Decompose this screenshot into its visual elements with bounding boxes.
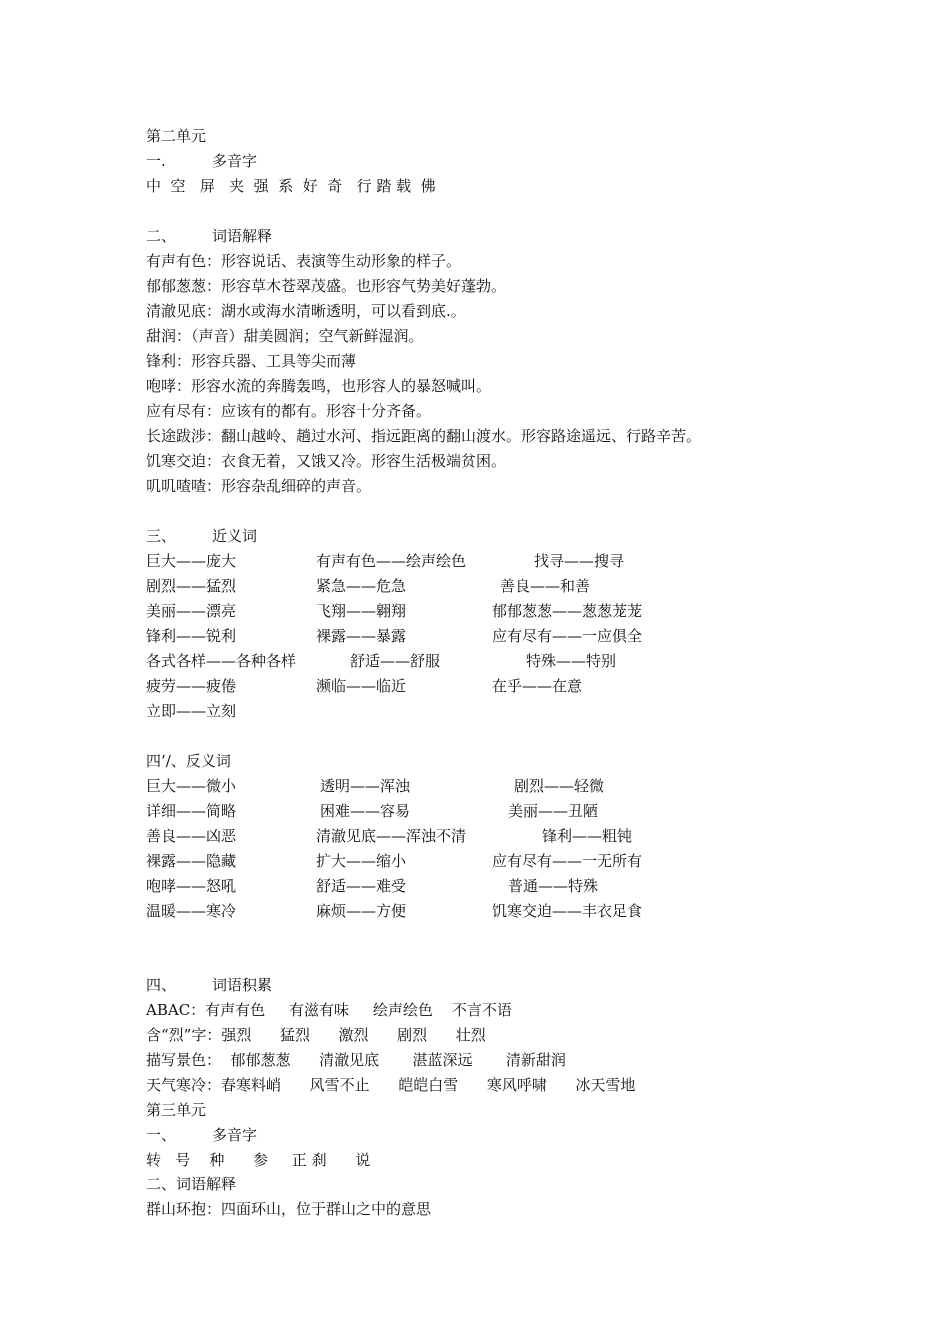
section-title: 近义词 (212, 527, 258, 545)
word-pair: 饥寒交迫——丰衣足食 (492, 902, 643, 920)
definition-line: 清澈见底：湖水或海水清晰透明，可以看到底.。 (146, 302, 466, 320)
section-title: 多音字 (212, 1126, 258, 1144)
word-pair: 巨大——庞大 (146, 552, 237, 570)
word-pair: 舒适——舒服 (350, 652, 441, 670)
accumulation-line: 描写景色： 郁郁葱葱 清澈见底 湛蓝深远 清新甜润 (146, 1051, 566, 1069)
polyphonic-chars: 转 号 种 参 正 刹 说 (146, 1151, 371, 1169)
word-pair: 特殊——特别 (526, 652, 617, 670)
section-title: 多音字 (212, 152, 258, 170)
unit2-section1-heading (146, 151, 258, 171)
word-pair: 普通——特殊 (508, 877, 599, 895)
word-pair: 各式各样——各种各样 (146, 652, 297, 670)
polyphonic-chars: 中 空 屏 夹 强 系 好 奇 行 踏 载 佛 (146, 177, 436, 195)
definition-line: 甜润：（声音）甜美圆润；空气新鲜湿润。 (146, 327, 424, 345)
word-pair: 咆哮——怒吼 (146, 877, 237, 895)
word-pair: 清澈见底——浑浊不清 (316, 827, 467, 845)
word-pair: 裸露——隐藏 (146, 852, 237, 870)
definition-line: 锋利：形容兵器、工具等尖而薄 (146, 352, 357, 370)
synonym-row (146, 701, 236, 721)
unit2-section4-heading (146, 975, 273, 995)
word-pair: 郁郁葱葱——葱葱茏茏 (492, 602, 643, 620)
word-pair: 困难——容易 (320, 802, 411, 820)
word-pair: 找寻——搜寻 (534, 552, 625, 570)
definition-line: 叽叽喳喳：形容杂乱细碎的声音。 (146, 477, 372, 495)
synonym-row (146, 626, 643, 646)
synonym-row (146, 576, 591, 596)
synonym-row (146, 551, 625, 571)
antonym-row (146, 901, 643, 921)
word-pair: 善良——和善 (500, 577, 591, 595)
section-label: 四、 (146, 976, 177, 994)
section-label: 一. (146, 152, 166, 170)
word-pair: 锋利——锐利 (146, 627, 237, 645)
word-pair: 善良——凶恶 (146, 827, 237, 845)
word-pair: 透明——浑浊 (320, 777, 411, 795)
antonym-row (146, 826, 633, 846)
word-pair: 美丽——漂亮 (146, 602, 237, 620)
definition-line: 群山环抱：四面环山，位于群山之中的意思 (146, 1200, 432, 1218)
word-pair: 应有尽有——一无所有 (492, 852, 643, 870)
section-label: 二、 (146, 227, 177, 245)
word-pair: 在乎——在意 (492, 677, 583, 695)
word-pair: 麻烦——方便 (316, 902, 407, 920)
word-pair: 舒适——难受 (316, 877, 407, 895)
word-pair: 锋利——粗钝 (542, 827, 633, 845)
unit3-section1-heading (146, 1125, 258, 1145)
synonym-row (146, 676, 583, 696)
antonym-row (146, 776, 605, 796)
word-pair: 疲劳——疲倦 (146, 677, 237, 695)
word-pair: 飞翔——翱翔 (316, 602, 407, 620)
unit2-section3-heading (146, 526, 258, 546)
word-pair: 紧急——危急 (316, 577, 407, 595)
word-pair: 剧烈——轻微 (514, 777, 605, 795)
antonym-row (146, 876, 599, 896)
definition-line: 应有尽有：应该有的都有。形容十分齐备。 (146, 402, 432, 420)
section-title: 词语积累 (212, 976, 273, 994)
antonym-row (146, 801, 599, 821)
word-pair: 扩大——缩小 (316, 852, 407, 870)
definition-line: 有声有色：形容说话、表演等生动形象的样子。 (146, 252, 462, 270)
accumulation-line: 天气寒冷：春寒料峭 风雪不止 皑皑白雪 寒风呼啸 冰天雪地 (146, 1076, 636, 1094)
word-pair: 温暖——寒冷 (146, 902, 237, 920)
unit2-title: 第二单元 (146, 127, 207, 145)
word-pair: 巨大——微小 (146, 777, 237, 795)
synonym-row (146, 601, 643, 621)
definition-line: 饥寒交迫：衣食无着，又饿又冷。形容生活极端贫困。 (146, 452, 507, 470)
word-pair: 应有尽有——一应俱全 (492, 627, 643, 645)
accumulation-line: 含“烈”字：强烈 猛烈 激烈 剧烈 壮烈 (146, 1026, 486, 1044)
unit2-section2-heading (146, 226, 273, 246)
word-pair: 美丽——丑陋 (508, 802, 599, 820)
word-pair: 详细——简略 (146, 802, 237, 820)
word-pair: 有声有色——绘声绘色 (316, 552, 467, 570)
word-pair: 裸露——暴露 (316, 627, 407, 645)
synonym-row (146, 651, 617, 671)
antonym-heading: 四’/、反义词 (146, 752, 231, 770)
antonym-row (146, 851, 643, 871)
accumulation-line: ABAC：有声有色 有滋有味 绘声绘色 不言不语 (146, 1001, 512, 1019)
word-pair: 濒临——临近 (316, 677, 407, 695)
unit3-section2-heading: 二、词语解释 (146, 1175, 237, 1193)
section-label: 三、 (146, 527, 177, 545)
definition-line: 郁郁葱葱：形容草木苍翠茂盛。也形容气势美好蓬勃。 (146, 277, 507, 295)
word-pair: 剧烈——猛烈 (146, 577, 237, 595)
definition-line: 咆哮：形容水流的奔腾轰鸣，也形容人的暴怒喊叫。 (146, 377, 492, 395)
unit3-title: 第三单元 (146, 1101, 207, 1119)
word-pair: 立即——立刻 (146, 702, 237, 720)
section-label: 一、 (146, 1126, 177, 1144)
definition-line: 长途跋涉：翻山越岭、趟过水河、指远距离的翻山渡水。形容路途遥远、行路辛苦。 (146, 427, 702, 445)
section-title: 词语解释 (212, 227, 273, 245)
